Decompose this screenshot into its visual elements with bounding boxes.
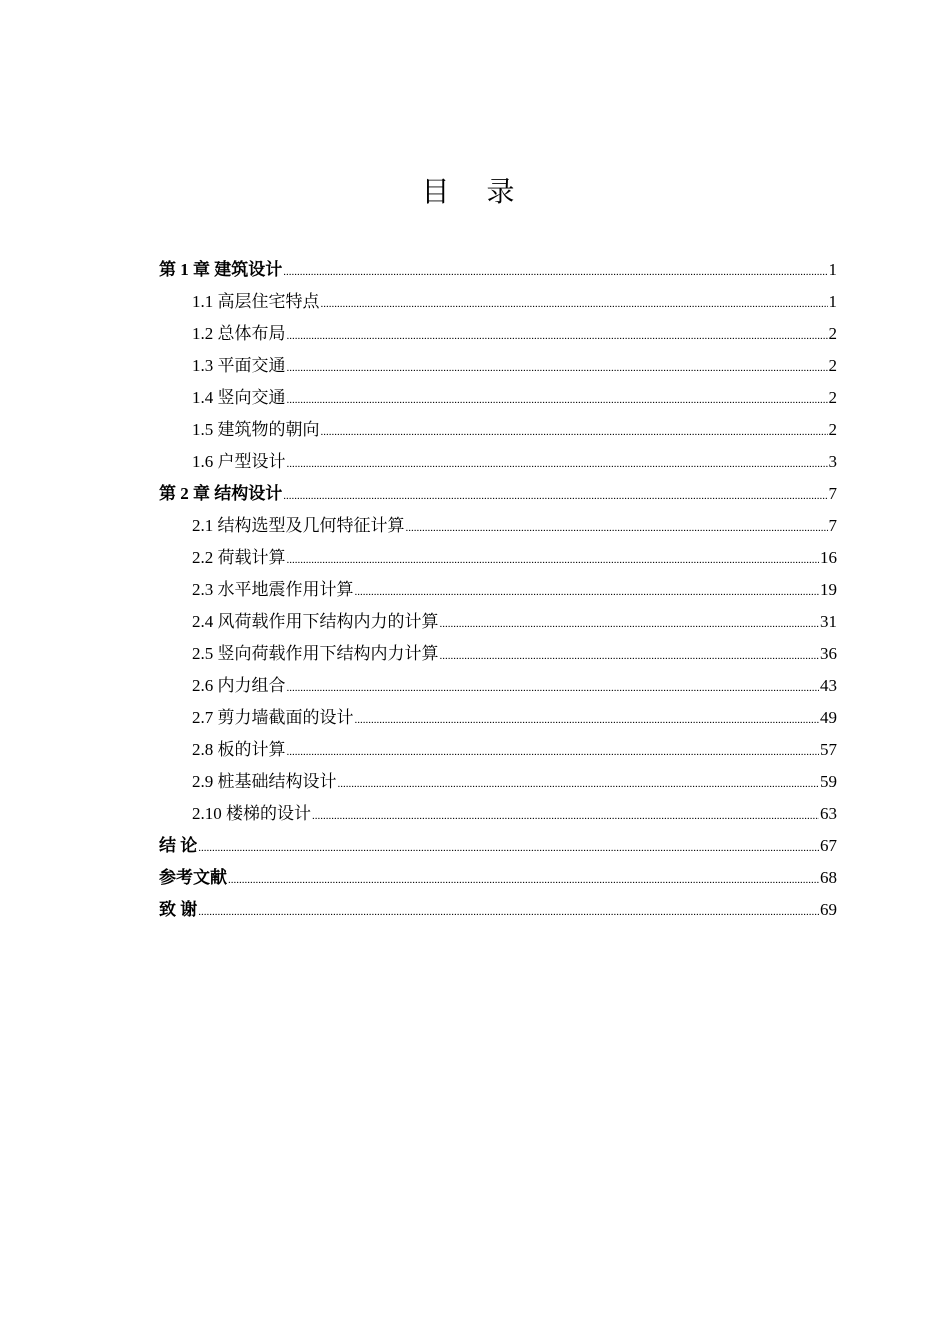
toc-entry-page: 59	[820, 772, 837, 791]
toc-entry-label: 致 谢	[159, 900, 198, 919]
dot-leader	[287, 544, 820, 576]
toc-entry-page: 2	[828, 388, 837, 407]
dot-leader	[355, 576, 820, 608]
toc-entry-page: 69	[820, 900, 837, 919]
toc-entry[interactable]	[159, 350, 837, 382]
toc-entry-page: 67	[820, 836, 837, 855]
toc-entry-page: 1	[828, 260, 837, 279]
toc-entry-page: 19	[820, 580, 837, 599]
dot-leader	[355, 704, 820, 736]
toc-entry-page: 2	[828, 356, 837, 375]
toc-entry-page: 7	[828, 484, 837, 503]
toc-entry-label: 1.2 总体布局	[192, 324, 286, 343]
toc-entry-label: 2.1 结构选型及几何特征计算	[192, 516, 405, 535]
toc-entry[interactable]	[159, 286, 837, 318]
dot-leader	[228, 864, 819, 896]
toc-entry-page: 49	[820, 708, 837, 727]
toc-entry-label: 2.5 竖向荷载作用下结构内力计算	[192, 644, 439, 663]
toc-entry[interactable]	[159, 510, 837, 542]
dot-leader	[440, 608, 820, 640]
toc-entry-label: 2.10 楼梯的设计	[192, 804, 311, 823]
toc-entry[interactable]	[159, 862, 837, 894]
toc-entry[interactable]	[159, 542, 837, 574]
toc-entry[interactable]	[159, 734, 837, 766]
dot-leader	[287, 384, 828, 416]
toc-entry-page: 36	[820, 644, 837, 663]
dot-leader	[312, 800, 819, 832]
toc-entry-page: 43	[820, 676, 837, 695]
toc-entry-page: 31	[820, 612, 837, 631]
dot-leader	[321, 288, 828, 320]
toc-entry[interactable]	[159, 702, 837, 734]
dot-leader	[287, 736, 820, 768]
toc-entry-page: 2	[828, 324, 837, 343]
toc-entry-page: 7	[828, 516, 837, 535]
toc-entry-label: 1.3 平面交通	[192, 356, 286, 375]
toc-entry-page: 3	[828, 452, 837, 471]
dot-leader	[283, 256, 827, 288]
toc-entry-label: 参考文献	[159, 868, 227, 887]
dot-leader	[198, 832, 819, 864]
toc-entry[interactable]	[159, 478, 837, 510]
dot-leader	[287, 672, 820, 704]
toc-entry[interactable]	[159, 670, 837, 702]
toc-entry-label: 2.8 板的计算	[192, 740, 286, 759]
toc-entry-label: 结 论	[159, 836, 198, 855]
toc-entry-label: 1.5 建筑物的朝向	[192, 420, 320, 439]
toc-entry-label: 2.4 风荷载作用下结构内力的计算	[192, 612, 439, 631]
toc-entry-page: 57	[820, 740, 837, 759]
toc-entry[interactable]	[159, 766, 837, 798]
dot-leader	[198, 896, 819, 928]
toc-entry-label: 1.6 户型设计	[192, 452, 286, 471]
toc-entry[interactable]	[159, 254, 837, 286]
toc-entry-label: 2.6 内力组合	[192, 676, 286, 695]
toc-entry-label: 2.7 剪力墙截面的设计	[192, 708, 354, 727]
toc-entry[interactable]	[159, 414, 837, 446]
toc-entry[interactable]	[159, 318, 837, 350]
toc-entry-page: 1	[828, 292, 837, 311]
dot-leader	[321, 416, 828, 448]
toc-entry-page: 68	[820, 868, 837, 887]
toc-entry[interactable]	[159, 830, 837, 862]
toc-entry-page: 16	[820, 548, 837, 567]
toc-entry[interactable]	[159, 574, 837, 606]
toc-entry[interactable]	[159, 606, 837, 638]
toc-entry[interactable]	[159, 894, 837, 926]
toc-entry-label: 1.1 高层住宅特点	[192, 292, 320, 311]
toc-entry[interactable]	[159, 798, 837, 830]
dot-leader	[287, 352, 828, 384]
toc-entry[interactable]	[159, 382, 837, 414]
toc-entry-label: 2.9 桩基础结构设计	[192, 772, 337, 791]
dot-leader	[440, 640, 820, 672]
toc-entry-label: 2.2 荷载计算	[192, 548, 286, 567]
table-of-contents	[159, 254, 837, 926]
toc-entry-label: 第 1 章 建筑设计	[159, 260, 283, 279]
dot-leader	[287, 448, 828, 480]
toc-entry-page: 63	[820, 804, 837, 823]
dot-leader	[283, 480, 827, 512]
toc-entry-label: 1.4 竖向交通	[192, 388, 286, 407]
page-title: 目 录	[421, 175, 529, 208]
dot-leader	[287, 320, 828, 352]
toc-entry[interactable]	[159, 638, 837, 670]
toc-entry-label: 2.3 水平地震作用计算	[192, 580, 354, 599]
toc-entry-label: 第 2 章 结构设计	[159, 484, 283, 503]
dot-leader	[406, 512, 828, 544]
dot-leader	[338, 768, 820, 800]
toc-entry[interactable]	[159, 446, 837, 478]
toc-entry-page: 2	[828, 420, 837, 439]
